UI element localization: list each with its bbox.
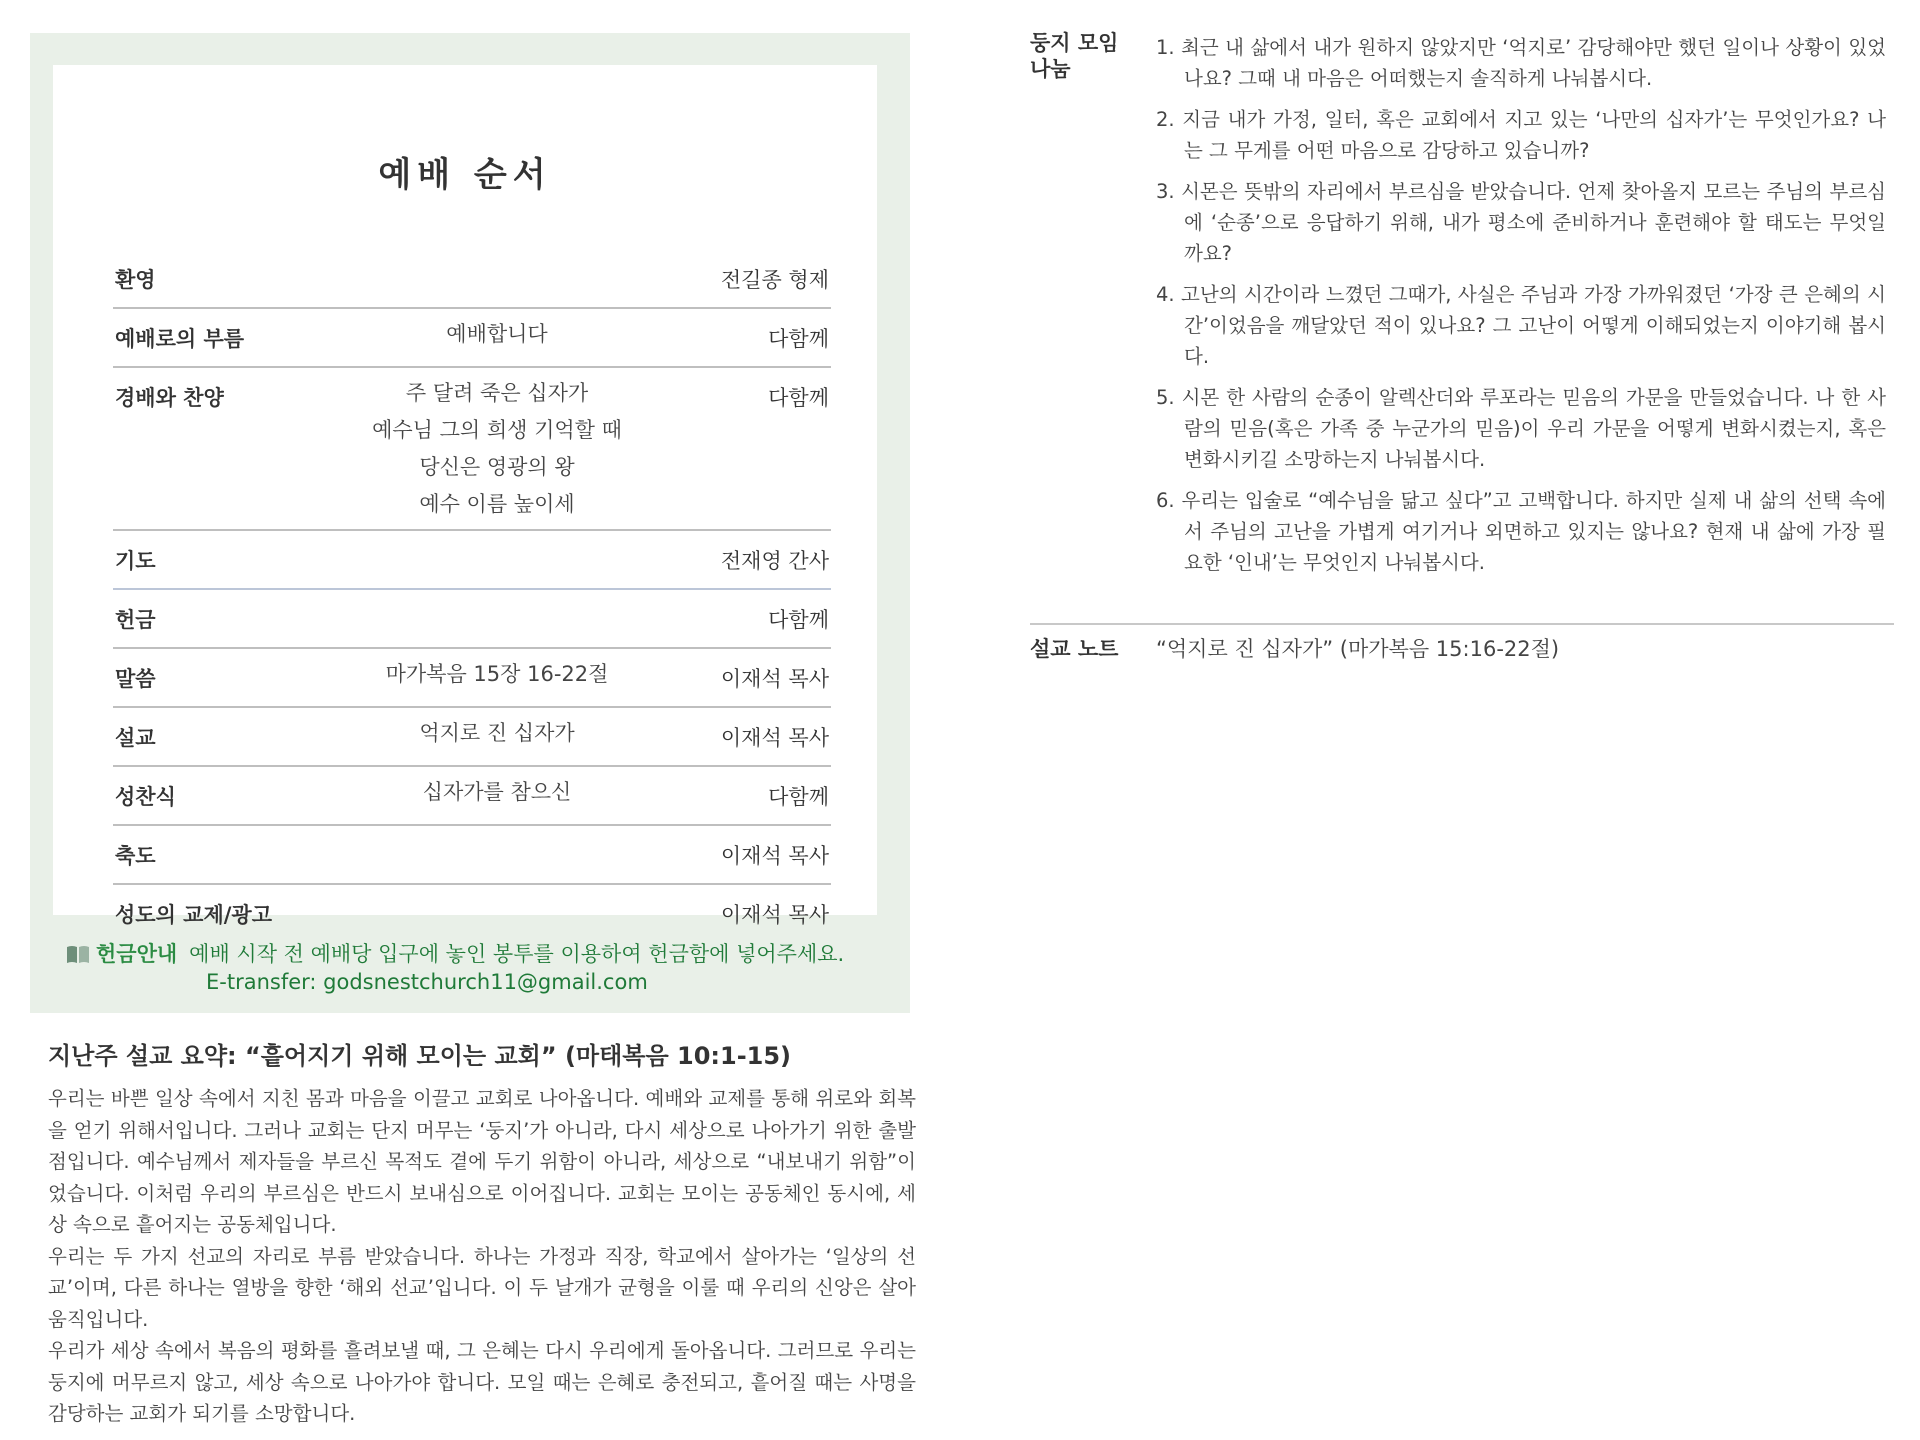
book-icon	[66, 944, 90, 964]
summary-paragraph: 우리는 바쁜 일상 속에서 지친 몸과 마음을 이끌고 교회로 나아옵니다. 예배와 교제를 통해 위로와 회복을 얻기 위해서입니다. 그러나 교회는 단지 머무는 ‘둥지’가 아니라, 다시 세상으로 나아가기 위한 출발점입니다. 예수님께서 제자들을 부르신 목적도 곁에 두기 위함이 아니라, 세상으로 “내보내기 위함”이었습니다. 이처럼 우리의 부르심은 반드시 보내심으로 이어집니다. 교회는 모이는 공동체인 동시에, 세상 속으로 흩어지는 공동체입니다.	[48, 1087, 916, 1236]
order-table	[113, 250, 831, 942]
order-title: 예배 순서	[378, 155, 552, 195]
offering-label: 헌금안내	[96, 942, 178, 966]
order-item-leader: 이재석 목사	[720, 667, 829, 691]
order-item-label: 헌금	[115, 608, 156, 632]
order-item-detail-line: 예수 이름 높이세	[419, 492, 575, 516]
order-item-leader: 다함께	[768, 608, 829, 632]
order-item-label: 예배로의 부름	[115, 327, 245, 351]
order-item-detail	[325, 375, 669, 523]
order-of-worship-panel	[30, 33, 910, 1013]
order-item-detail-line: 예배합니다	[446, 322, 548, 346]
order-item-label: 성찬식	[115, 785, 176, 809]
order-item-detail-line: 억지로 진 십자가	[419, 721, 575, 745]
order-item-label: 말씀	[115, 667, 156, 691]
order-item-leader: 이재석 목사	[720, 903, 829, 927]
order-item-detail-line: 마가복음 15장 16-22절	[385, 662, 609, 686]
order-row	[113, 767, 831, 826]
sermon-note	[1030, 633, 1559, 663]
nest-question: 2. 지금 내가 가정, 일터, 혹은 교회에서 지고 있는 ‘나만의 십자가’는 무엇인가요? 나는 그 무게를 어떤 마음으로 감당하고 있습니까?	[1156, 108, 1886, 162]
nest-question: 6. 우리는 입술로 “예수님을 닮고 싶다”고 고백합니다. 하지만 실제 내 삶의 선택 속에서 주님의 고난을 가볍게 여기거나 외면하고 있지는 않나요? 현재 내 삶에 가장 필요한 ‘인내’는 무엇인지 나눠봅시다.	[1156, 489, 1886, 574]
sermon-summary	[48, 1036, 916, 1430]
order-row	[113, 368, 831, 531]
order-item-detail-line: 십자가를 참으신	[422, 780, 572, 804]
order-row	[113, 708, 831, 767]
order-item-leader: 이재석 목사	[720, 726, 829, 750]
order-item-detail-line: 당신은 영광의 왕	[419, 455, 575, 479]
section-divider	[1030, 623, 1894, 625]
order-item-label: 기도	[115, 549, 156, 573]
order-item-label: 경배와 찬양	[115, 386, 224, 410]
order-item-detail	[325, 316, 669, 353]
order-row	[113, 590, 831, 649]
order-row	[113, 309, 831, 368]
summary-paragraph: 우리가 세상 속에서 복음의 평화를 흘려보낼 때, 그 은혜는 다시 우리에게 돌아옵니다. 그러므로 우리는 둥지에 머무르지 않고, 세상 속으로 나아가야 합니다. 모일 때는 은혜로 충전되고, 흩어질 때는 사명을 감당하는 교회가 되기를 소망합니다.	[48, 1339, 916, 1425]
nest-question: 5. 시몬 한 사람의 순종이 알렉산더와 루포라는 믿음의 가문을 만들었습니다. 나 한 사람의 믿음(혹은 가족 중 누군가의 믿음)이 우리 가문을 어떻게 변화시켰는지, 혹은 변화시키길 소망하는지 나눠봅시다.	[1156, 386, 1886, 471]
order-item-detail	[325, 715, 669, 752]
order-item-label: 축도	[115, 844, 156, 868]
order-item-detail	[325, 656, 669, 693]
order-row	[113, 826, 831, 885]
order-of-worship-card	[53, 65, 877, 927]
order-item-leader: 이재석 목사	[720, 844, 829, 868]
sermon-note-label: 설교 노트	[1030, 637, 1119, 661]
order-row	[113, 250, 831, 309]
order-row	[113, 649, 831, 708]
order-item-leader: 다함께	[768, 327, 829, 351]
order-item-label: 환영	[115, 268, 156, 292]
order-item-label: 설교	[115, 726, 156, 750]
order-item-label: 성도의 교제/광고	[115, 903, 272, 927]
order-item-leader: 다함께	[768, 785, 829, 809]
nest-group-label: 둥지 모임 나눔	[1030, 31, 1119, 81]
order-item-leader: 다함께	[768, 386, 829, 410]
nest-question: 1. 최근 내 삶에서 내가 원하지 않았지만 ‘억지로’ 감당해야만 했던 일이나 상황이 있었나요? 그때 내 마음은 어떠했는지 솔직하게 나눠봅시다.	[1156, 36, 1886, 90]
sermon-note-text: “억지로 진 십자가” (마가복음 15:16-22절)	[1156, 637, 1560, 661]
summary-paragraph: 우리는 두 가지 선교의 자리로 부름 받았습니다. 하나는 가정과 직장, 학교에서 살아가는 ‘일상의 선교’이며, 다른 하나는 열방을 향한 ‘해외 선교’입니다. 이 두 날개가 균형을 이룰 때 우리의 신앙은 살아 움직입니다.	[48, 1244, 916, 1331]
order-item-detail	[325, 774, 669, 811]
order-item-leader: 전길종 형제	[720, 268, 829, 292]
summary-title: 지난주 설교 요약: “흩어지기 위해 모이는 교회” (마태복음 10:1-15)	[48, 1042, 792, 1070]
nest-question: 3. 시몬은 뜻밖의 자리에서 부르심을 받았습니다. 언제 찾아올지 모르는 주님의 부르심에 ‘순종’으로 응답하기 위해, 내가 평소에 준비하거나 훈련해야 할 태도는 무엇일까요?	[1156, 180, 1886, 265]
offering-line1: 예배 시작 전 예배당 입구에 놓인 봉투를 이용하여 헌금함에 넣어주세요.	[189, 942, 845, 966]
order-row	[113, 531, 831, 590]
order-row	[113, 885, 831, 942]
order-item-leader: 전재영 간사	[720, 549, 829, 573]
order-item-detail-line: 주 달려 죽은 십자가	[405, 381, 589, 405]
nest-question: 4. 고난의 시간이라 느꼈던 그때가, 사실은 주님과 가장 가까워졌던 ‘가장 큰 은혜의 시간’이었음을 깨달았던 적이 있나요? 그 고난이 어떻게 이해되었는지 이야기해 봅시다.	[1156, 283, 1886, 368]
offering-note	[66, 938, 845, 994]
order-item-detail-line: 예수님 그의 희생 기억할 때	[372, 418, 622, 442]
nest-question-list	[1156, 32, 1886, 588]
offering-etransfer: E-transfer: godsnestchurch11@gmail.com	[206, 970, 648, 994]
